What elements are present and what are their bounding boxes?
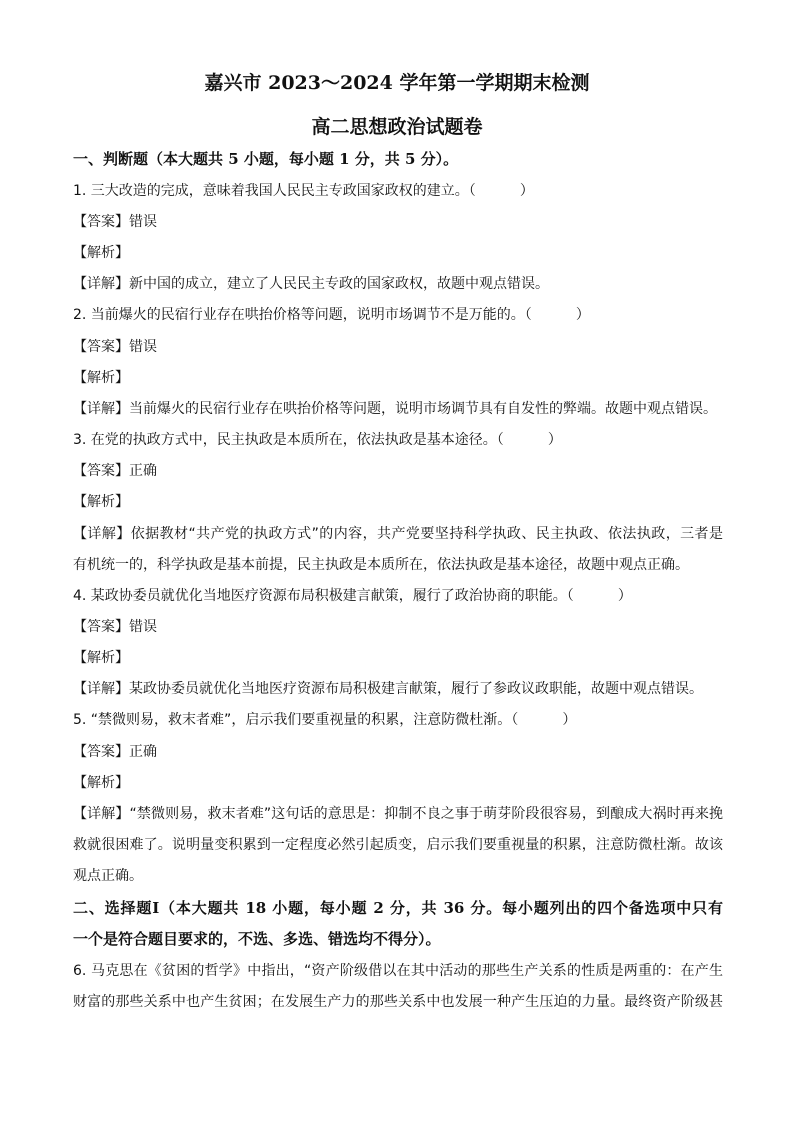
analysis-label: 【解析】 [73,245,129,261]
question-stem: 2. 当前爆火的民宿行业存在哄抬价格等问题，说明市场调节不是万能的。（ ） [73,307,590,323]
analysis-label: 【解析】 [73,370,129,386]
question-stem: 6. 马克思在《贫困的哲学》中指出，“资产阶级借以在其中活动的那些生产关系的性质是两重的：在产生 [73,963,723,979]
section-heading: 一、判断题（本大题共 5 小题，每小题 1 分，共 5 分）。 [73,150,459,168]
detail-line: 有机统一的，科学执政是基本前提，民主执政是本质所在，依法执政是基本途径，故题中观点正确。 [73,557,689,573]
detail-line: 救就很困难了。说明量变积累到一定程度必然引起质变，启示我们要重视量的积累，注意防微杜渐。故该 [73,837,723,853]
analysis-label: 【解析】 [73,494,129,510]
question-stem-cont: 财富的那些关系中也产生贫困；在发展生产力的那些关系中也发展一种产生压迫的力量。最终资产阶级甚 [73,994,723,1010]
answer-line: 【答案】错误 [73,619,157,635]
detail-line: 【详解】依据教材“共产党的执政方式”的内容，共产党要坚持科学执政、民主执政、依法执政，三者是 [73,526,723,542]
detail-line: 观点正确。 [73,868,143,884]
detail-line: 【详解】某政协委员就优化当地医疗资源布局积极建言献策，履行了参政议政职能，故题中观点错误。 [73,681,703,697]
answer-line: 【答案】错误 [73,214,157,230]
section-heading-cont: 一个是符合题目要求的，不选、多选、错选均不得分）。 [73,930,441,948]
analysis-label: 【解析】 [73,775,129,791]
detail-line: 【详解】新中国的成立，建立了人民民主专政的国家政权，故题中观点错误。 [73,276,549,292]
answer-line: 【答案】正确 [73,744,157,760]
answer-line: 【答案】正确 [73,463,157,479]
doc-title: 嘉兴市 2023～2024 学年第一学期期末检测 [204,72,590,94]
doc-subtitle: 高二思想政治试题卷 [311,116,483,138]
analysis-label: 【解析】 [73,650,129,666]
section-heading: 二、选择题Ⅰ（本大题共 18 小题，每小题 2 分，共 36 分。每小题列出的四个备选项中只有 [73,899,723,917]
question-stem: 1. 三大改造的完成，意味着我国人民民主专政国家政权的建立。（ ） [73,183,534,199]
answer-line: 【答案】错误 [73,339,157,355]
question-stem: 3. 在党的执政方式中，民主执政是本质所在，依法执政是基本途径。（ ） [73,432,562,448]
question-stem: 4. 某政协委员就优化当地医疗资源布局积极建言献策，履行了政治协商的职能。（ ） [73,588,632,604]
detail-line: 【详解】“禁微则易，救末者难”这句话的意思是：抑制不良之事于萌芽阶段很容易，到酿成大祸时再来挽 [73,806,723,822]
question-stem: 5. “禁微则易，救末者难”，启示我们要重视量的积累，注意防微杜渐。（ ） [73,712,577,728]
detail-line: 【详解】当前爆火的民宿行业存在哄抬价格等问题，说明市场调节具有自发性的弊端。故题中观点错误。 [73,401,717,417]
